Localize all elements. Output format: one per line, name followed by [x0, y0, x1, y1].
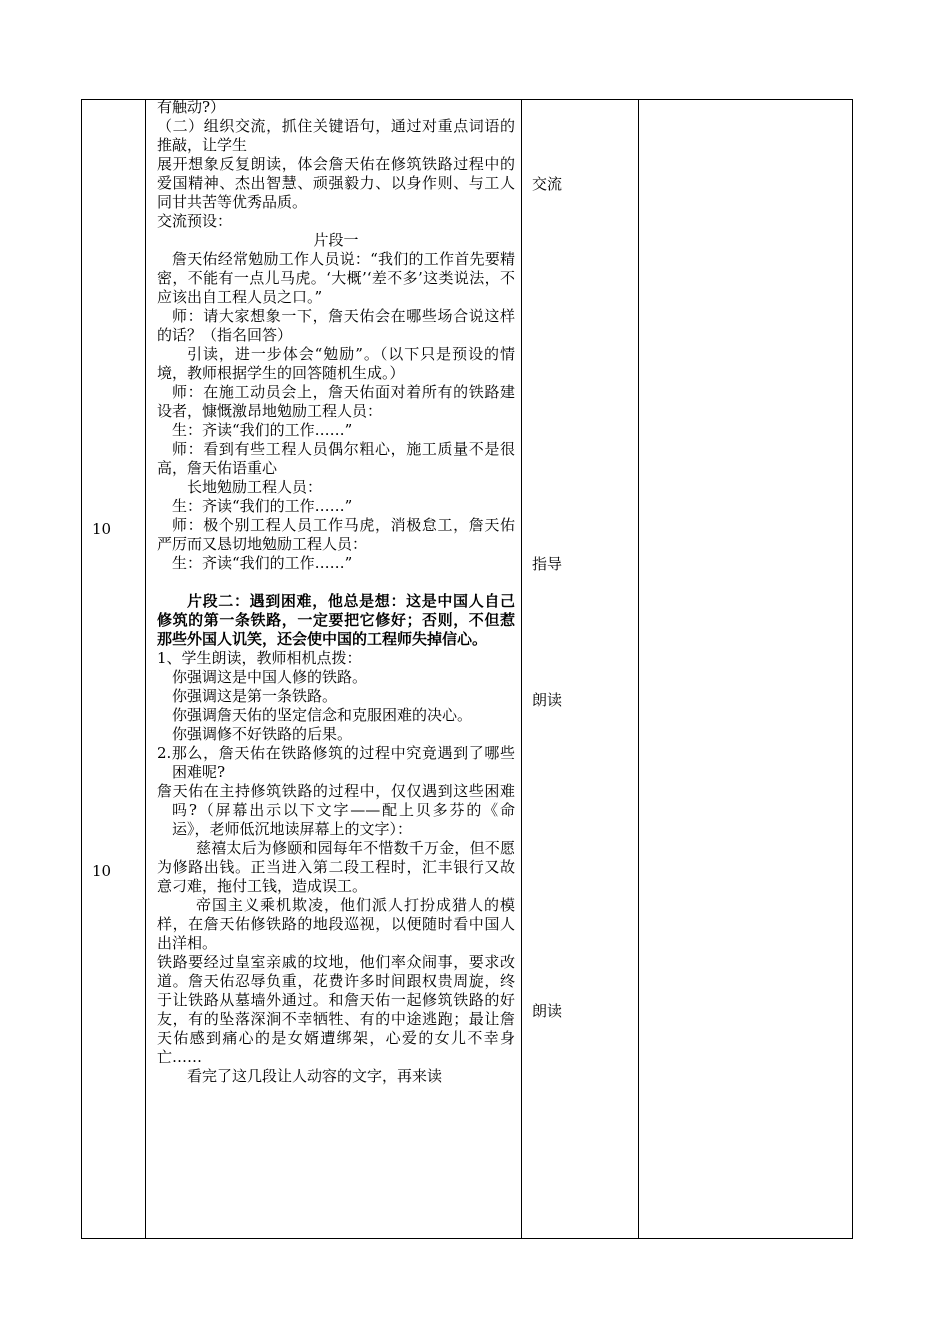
text-line: 你强调修不好铁路的后果。 [172, 725, 353, 743]
text-line: 你强调这是第一条铁路。 [172, 687, 338, 705]
text-line: 生：齐读“我们的工作……” [172, 554, 353, 572]
time-value: 10 [92, 862, 112, 880]
lesson-plan-table [81, 99, 853, 1239]
text-line: 你强调詹天佑的坚定信念和克服困难的决心。 [172, 706, 473, 724]
activity-label: 朗读 [532, 1002, 563, 1020]
text-line: 詹天佑经常勉励工作人员说：“我们的工作首先要精密，不能有一点儿马虎。‘大概’‘差不多’这类说法，不应该出自工程人员之口。” [157, 250, 515, 306]
activity-label: 交流 [532, 175, 563, 193]
text-line: 展开想象反复朗读，体会詹天佑在修筑铁路过程中的爱国精神、杰出智慧、顽强毅力、以身作则、与工人同甘共苦等优秀品质。 [157, 155, 515, 211]
section-heading: 片段一 [313, 231, 359, 249]
text-line: 2.那么，詹天佑在铁路修筑的过程中究竟遇到了哪些困难呢? [157, 744, 515, 781]
activity-label: 朗读 [532, 691, 563, 709]
activity-label: 指导 [532, 555, 563, 573]
content-column [146, 100, 521, 1238]
time-column [82, 100, 145, 1238]
text-line: 帝国主义乘机欺凌，他们派人打扮成猎人的模样，在詹天佑修铁路的地段巡视，以便随时看中国人出洋相。 [157, 896, 515, 952]
text-line: 师：在施工动员会上，詹天佑面对着所有的铁路建设者，慷慨激昂地勉励工程人员： [157, 383, 515, 420]
text-line: 师：极个别工程人员工作马虎，消极怠工，詹天佑严厉而又恳切地勉励工程人员： [157, 516, 515, 553]
text-line: 师：看到有些工程人员偶尔粗心，施工质量不是很高，詹天佑语重心 [157, 440, 515, 477]
text-line: 有触动?） [157, 100, 226, 116]
text-line: 引读，进一步体会“勉励”。（以下只是预设的情境，教师根据学生的回答随机生成。） [157, 345, 515, 382]
lesson-content [157, 100, 515, 1086]
text-line: 慈禧太后为修颐和园每年不惜数千万金，但不愿为修路出钱。正当进入第二段工程时，汇丰银行又故意刁难，拖付工钱，造成误工。 [157, 839, 515, 895]
text-line: 看完了这几段让人动容的文字，再来读 [187, 1067, 443, 1085]
section-heading: 片段二：遇到困难，他总是想：这是中国人自己修筑的第一条铁路，一定要把它修好；否则，不但惹那些外国人讥笑，还会使中国的工程师失掉信心。 [157, 592, 515, 648]
time-value: 10 [92, 520, 112, 538]
text-line: 1、学生朗读，教师相机点拨： [157, 649, 362, 667]
text-line: 交流预设： [157, 212, 233, 230]
text-line: 长地勉励工程人员： [187, 478, 323, 496]
text-line: （二）组织交流，抓住关键语句，通过对重点词语的推敲，让学生 [157, 117, 515, 154]
text-line: 詹天佑在主持修筑铁路的过程中，仅仅遇到这些困难吗?（屏幕出示以下文字——配上贝多芬的《命运》，老师低沉地读屏幕上的文字）： [157, 782, 515, 838]
activity-column [522, 100, 638, 1238]
text-line: 师：请大家想象一下，詹天佑会在哪些场合说这样的话？（指名回答） [157, 307, 515, 344]
text-line: 生：齐读“我们的工作……” [172, 421, 353, 439]
text-line: 生：齐读“我们的工作……” [172, 497, 353, 515]
notes-column [639, 100, 853, 1238]
text-line: 你强调这是中国人修的铁路。 [172, 668, 368, 686]
text-line: 铁路要经过皇室亲戚的坟地，他们率众闹事，要求改道。詹天佑忍辱负重，花费许多时间跟权贵周旋，终于让铁路从墓墙外通过。和詹天佑一起修筑铁路的好友，有的坠落深涧不幸牺牲、有的中途逃跑；最让詹天佑感到痛心的是女婿遭绑架，心爱的女儿不幸身亡…… [157, 953, 515, 1066]
